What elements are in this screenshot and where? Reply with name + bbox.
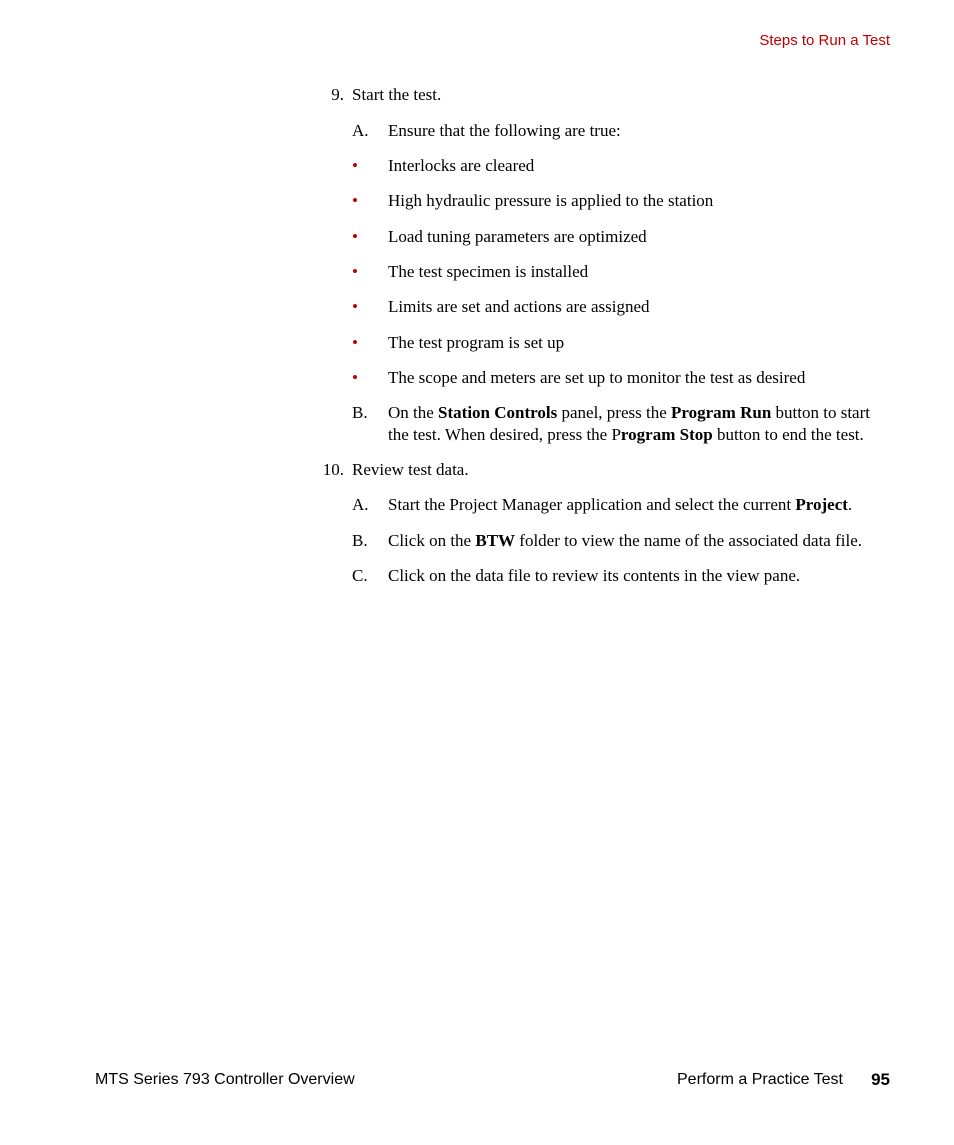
step-number: 9. <box>331 85 344 104</box>
bullet-icon: • <box>352 227 358 246</box>
substep-text: On the Station Controls panel, press the Program Run button to start <box>388 403 870 422</box>
footer-chapter: Perform a Practice Test <box>677 1071 843 1088</box>
ui-term-program-stop: rogram Stop <box>620 425 713 444</box>
substep-letter: A. <box>352 495 369 514</box>
ui-term-program-run: Program Run <box>671 403 772 422</box>
bullet-item: Interlocks are cleared <box>388 156 535 175</box>
bullet-item: Limits are set and actions are assigned <box>388 297 650 316</box>
substep-text: Click on the BTW folder to view the name of the associated data file. <box>388 531 862 550</box>
bullet-item: High hydraulic pressure is applied to the station <box>388 191 714 210</box>
substep-text: Ensure that the following are true: <box>388 121 621 140</box>
bullet-icon: • <box>352 333 358 352</box>
bullet-item: The test specimen is installed <box>388 262 589 281</box>
substep-text: Start the Project Manager application and select the current Project. <box>388 495 853 514</box>
ui-term-station-controls: Station Controls <box>438 403 558 422</box>
bullet-icon: • <box>352 262 358 281</box>
step-text: Review test data. <box>352 460 469 479</box>
substep-letter: B. <box>352 403 368 422</box>
substep-letter: A. <box>352 121 369 140</box>
bullet-item: Load tuning parameters are optimized <box>388 227 647 246</box>
step-text: Start the test. <box>352 85 442 104</box>
bullet-icon: • <box>352 156 358 175</box>
footer-doc-title: MTS Series 793 Controller Overview <box>95 1071 355 1088</box>
ui-term-project: Project <box>795 495 848 514</box>
bullet-icon: • <box>352 191 358 210</box>
step-number: 10. <box>322 460 344 479</box>
running-header: Steps to Run a Test <box>759 32 890 49</box>
ui-term-btw: BTW <box>475 531 516 550</box>
substep-text-continued: the test. When desired, press the Program Stop button to end the test. <box>388 425 864 444</box>
bullet-icon: • <box>352 368 358 387</box>
bullet-icon: • <box>352 297 358 316</box>
substep-letter: B. <box>352 531 368 550</box>
bullet-item: The test program is set up <box>388 333 565 352</box>
bullet-item: The scope and meters are set up to monitor the test as desired <box>388 368 806 387</box>
substep-text: Click on the data file to review its contents in the view pane. <box>388 566 801 585</box>
substep-letter: C. <box>352 566 368 585</box>
page-number: 95 <box>871 1070 890 1089</box>
